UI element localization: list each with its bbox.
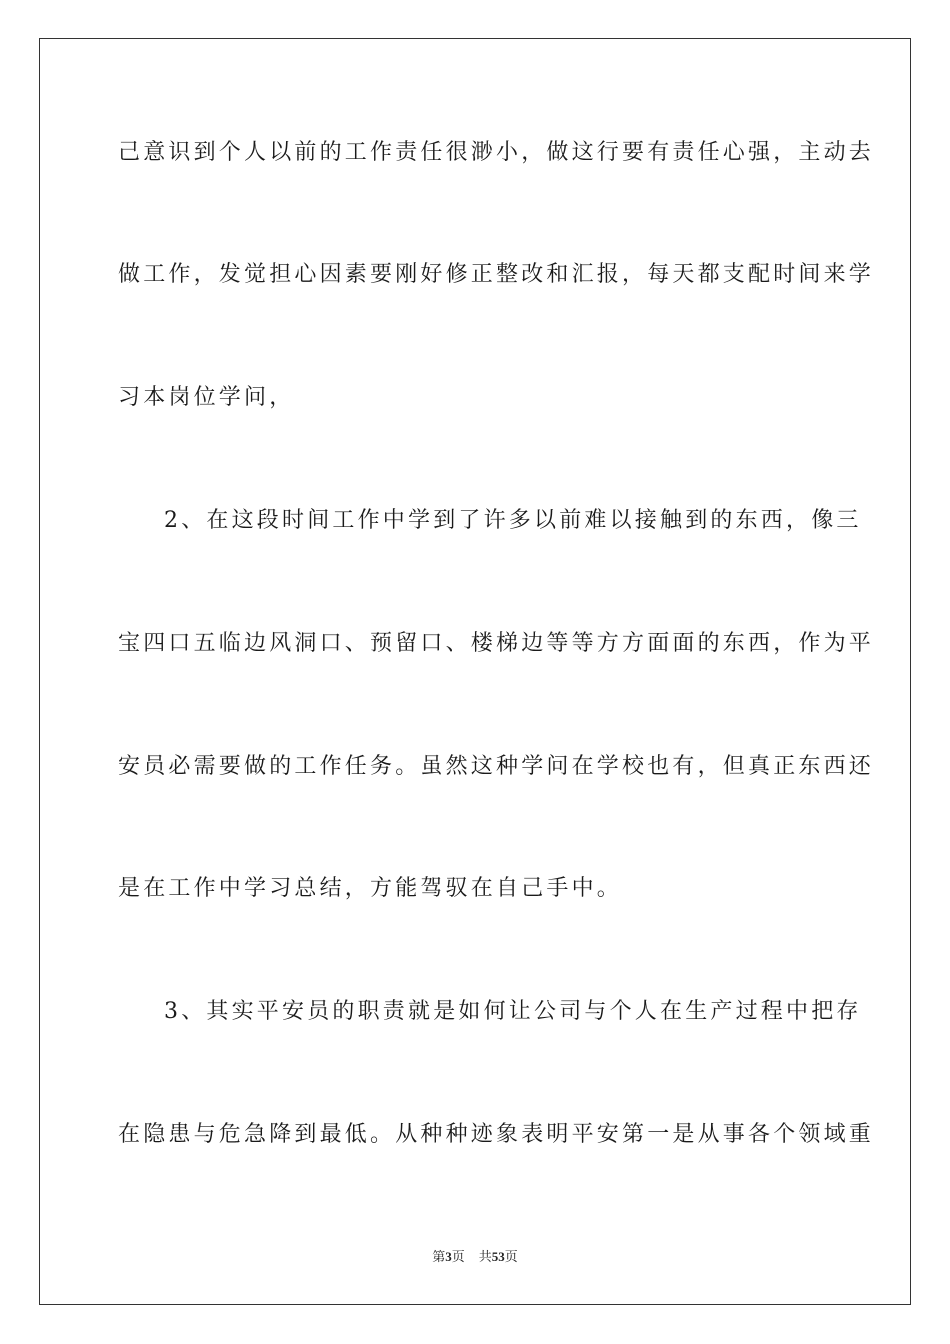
paragraph-3-line-2: 在隐患与危急降到最低。从种种迹象表明平安第一是从事各个领域重 <box>118 1122 875 1147</box>
footer-total-prefix: 共 <box>478 1250 492 1265</box>
paragraph-2-line-2: 宝四口五临边风洞口、预留口、楼梯边等等方方面面的东西，作为平 <box>118 631 875 656</box>
footer-page-suffix: 页 <box>451 1250 465 1265</box>
footer-page-number: 3 <box>445 1249 452 1264</box>
footer-total-suffix: 页 <box>504 1250 518 1265</box>
page-footer <box>0 1248 950 1267</box>
text-line-2: 做工作，发觉担心因素要刚好修正整改和汇报，每天都支配时间来学 <box>118 262 875 287</box>
paragraph-2-line-3: 安员必需要做的工作任务。虽然这种学问在学校也有，但真正东西还 <box>118 754 875 779</box>
footer-page-prefix: 第 <box>432 1250 446 1265</box>
paragraph-3-line-1: 3、其实平安员的职责就是如何让公司与个人在生产过程中把存 <box>164 999 862 1024</box>
paragraph-2-line-4: 是在工作中学习总结，方能驾驭在自己手中。 <box>118 876 623 901</box>
text-line-3: 习本岗位学问， <box>118 385 295 410</box>
page-border <box>39 38 911 1305</box>
paragraph-2-line-1: 2、在这段时间工作中学到了许多以前难以接触到的东西，像三 <box>164 508 862 533</box>
footer-total-pages: 53 <box>491 1249 505 1264</box>
text-line-1: 己意识到个人以前的工作责任很渺小，做这行要有责任心强，主动去 <box>118 140 875 165</box>
